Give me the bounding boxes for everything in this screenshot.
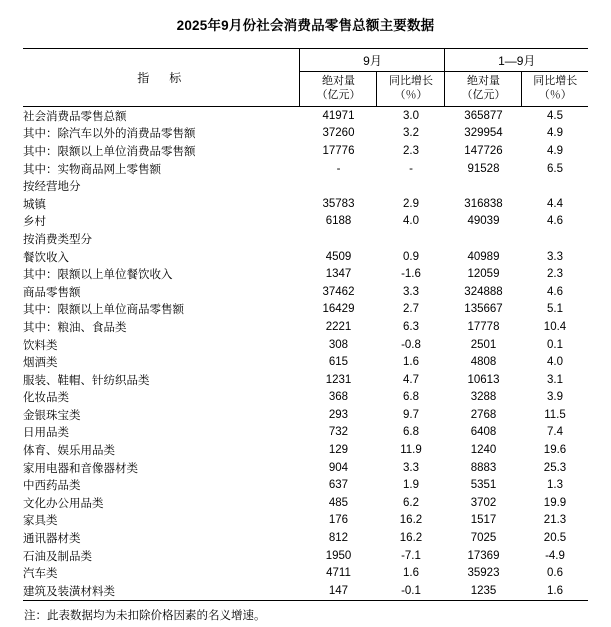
cell-month-abs: 35783 [322, 197, 355, 210]
cell-month-abs: 904 [328, 461, 349, 474]
cell-month-abs: 1231 [325, 373, 352, 386]
row-label: 餐饮收入 [22, 251, 69, 264]
cell-cumulative-abs: 10613 [467, 373, 500, 386]
cell-month-yoy: 11.9 [400, 444, 422, 457]
cell-cumulative-yoy: 1.3 [546, 479, 563, 492]
cell-month-yoy: -0.8 [401, 338, 421, 351]
row-label: 化妆品类 [22, 392, 69, 405]
table-row [23, 177, 588, 195]
row-label: 其中：限额以上单位消费品零售额 [22, 145, 196, 158]
table-row [23, 107, 588, 125]
row-label: 其中：除汽车以外的消费品零售额 [22, 128, 196, 141]
cell-month-yoy: 0.9 [402, 250, 419, 263]
month-abs-line2: （亿元） [316, 89, 361, 101]
row-label: 其中：限额以上单位商品零售额 [22, 304, 184, 317]
cell-cumulative-abs: 2501 [470, 338, 497, 351]
cell-month-abs: 637 [328, 479, 349, 492]
cell-month-abs: 293 [328, 408, 349, 421]
cell-cumulative-abs: 147726 [464, 144, 503, 157]
cell-cumulative-abs: 17369 [467, 549, 500, 562]
row-label: 金银珠宝类 [22, 409, 81, 422]
cell-cumulative-abs: 91528 [467, 162, 500, 175]
row-label: 汽车类 [22, 568, 58, 581]
cell-cumulative-abs: 329954 [464, 127, 503, 140]
table-row [23, 547, 588, 565]
cell-month-abs: 176 [328, 514, 349, 527]
table-row [23, 582, 588, 600]
row-label: 体育、娱乐用品类 [22, 445, 115, 458]
table-row [23, 512, 588, 530]
cell-month-yoy: 1.6 [402, 356, 419, 369]
cell-cumulative-abs: 35923 [467, 567, 500, 580]
cell-month-yoy: 1.6 [402, 567, 419, 580]
cell-cumulative-abs: 3702 [470, 496, 497, 509]
table-header-groups [23, 49, 588, 72]
cell-cumulative-yoy: 4.6 [546, 215, 563, 228]
cell-cumulative-yoy: 4.9 [546, 144, 563, 157]
row-label: 其中：粮油、食品类 [22, 321, 127, 334]
cell-month-yoy: 4.0 [402, 215, 419, 228]
table-row [23, 301, 588, 319]
cell-month-yoy: 4.7 [402, 373, 419, 386]
row-label: 文化办公用品类 [22, 497, 104, 510]
cell-month-yoy: 3.0 [402, 109, 419, 122]
table-row [23, 195, 588, 213]
cell-month-yoy: -0.1 [401, 584, 421, 597]
cell-month-yoy: -1.6 [401, 268, 421, 281]
cell-cumulative-yoy: 19.9 [543, 496, 567, 509]
cell-cumulative-yoy: 0.1 [546, 338, 563, 351]
row-label: 商品零售额 [22, 286, 81, 299]
cell-month-abs: 2221 [325, 320, 352, 333]
cell-month-yoy: 2.3 [402, 144, 419, 157]
cell-month-abs: 147 [328, 584, 349, 597]
month-yoy-line1: 同比增长 [388, 75, 433, 88]
cell-month-abs: 6188 [325, 215, 352, 228]
cell-month-yoy: 3.3 [402, 285, 419, 298]
cell-cumulative-abs: 6408 [470, 426, 497, 439]
cell-cumulative-abs: 1240 [470, 444, 497, 457]
cell-month-abs: 615 [328, 356, 349, 369]
cell-cumulative-abs: 324888 [464, 285, 503, 298]
cell-cumulative-yoy: 4.4 [546, 197, 563, 210]
table-data-rows [23, 107, 588, 600]
cell-month-abs: 16429 [322, 303, 355, 316]
table-row [23, 248, 588, 266]
row-label: 家具类 [22, 515, 58, 528]
table-row [23, 389, 588, 407]
cell-cumulative-yoy: 2.3 [546, 268, 563, 281]
cell-cumulative-yoy: 4.6 [546, 285, 563, 298]
row-label: 乡村 [22, 216, 46, 229]
row-label: 饮料类 [22, 339, 58, 352]
table-row [23, 160, 588, 178]
cell-month-abs: - [336, 162, 341, 175]
cell-month-yoy: 1.9 [402, 479, 419, 492]
table-row [23, 441, 588, 459]
cell-cumulative-yoy: -4.9 [545, 549, 565, 562]
cell-cumulative-yoy: 21.3 [543, 514, 567, 527]
cell-month-yoy: 6.8 [402, 426, 419, 439]
column-header-month-yoy [377, 72, 445, 107]
cell-cumulative-abs: 316838 [464, 197, 503, 210]
cell-cumulative-yoy [522, 177, 588, 195]
cum-yoy-line1: 同比增长 [533, 75, 578, 88]
column-header-cum-yoy [522, 72, 588, 107]
column-group-month: 9月 [300, 49, 445, 72]
row-label: 日用品类 [22, 427, 69, 440]
row-label: 中西药品类 [22, 480, 81, 493]
table-row [23, 476, 588, 494]
cell-cumulative-yoy: 3.3 [546, 250, 563, 263]
cell-month-abs: 37462 [322, 285, 355, 298]
table-row [23, 494, 588, 512]
cell-month-abs: 812 [328, 532, 349, 545]
cell-cumulative-abs [445, 177, 522, 195]
cell-cumulative-yoy: 4.0 [546, 356, 563, 369]
table-row [23, 564, 588, 582]
cell-cumulative-abs: 12059 [467, 268, 500, 281]
column-header-month-abs [300, 72, 377, 107]
page-title: 2025年9月份社会消费品零售总额主要数据 [176, 18, 435, 33]
month-yoy-line2: （％） [394, 89, 428, 101]
cell-month-yoy: 6.8 [402, 391, 419, 404]
cell-cumulative-yoy: 19.6 [543, 444, 567, 457]
cell-cumulative-abs: 5351 [470, 479, 497, 492]
table-body [23, 49, 588, 107]
table-row [23, 230, 588, 248]
cell-month-abs: 732 [328, 426, 349, 439]
cell-month-yoy: 16.2 [399, 532, 423, 545]
table-row [23, 424, 588, 442]
table-row [23, 529, 588, 547]
table-row [23, 336, 588, 354]
column-header-index: 指 标 [23, 49, 300, 107]
column-group-cumulative: 1—9月 [445, 49, 588, 72]
cell-cumulative-abs: 49039 [467, 215, 500, 228]
retail-sales-table [23, 48, 588, 601]
cell-cumulative-abs: 4808 [470, 356, 497, 369]
cell-cumulative-yoy: 4.5 [546, 109, 563, 122]
table-row [23, 318, 588, 336]
row-label: 社会消费品零售总额 [22, 110, 127, 123]
cell-cumulative-yoy: 6.5 [546, 162, 563, 175]
cell-cumulative-yoy: 20.5 [543, 532, 567, 545]
row-label: 家用电器和音像器材类 [22, 462, 138, 475]
row-label: 按经营地分 [22, 181, 81, 194]
cell-cumulative-yoy: 1.6 [546, 584, 563, 597]
cell-cumulative-abs: 1235 [470, 584, 497, 597]
cell-month-yoy: 6.2 [402, 496, 419, 509]
table-row [23, 459, 588, 477]
cell-cumulative-yoy [522, 230, 588, 248]
cell-month-abs: 4509 [325, 250, 352, 263]
cell-cumulative-abs: 8883 [470, 461, 497, 474]
cell-cumulative-abs [445, 230, 522, 248]
row-label: 服装、鞋帽、针纺织品类 [22, 374, 150, 387]
cell-month-abs: 1347 [325, 268, 352, 281]
cell-month-abs [300, 230, 377, 248]
cell-month-abs: 4711 [326, 567, 351, 580]
table-row [23, 353, 588, 371]
cell-month-yoy: 2.7 [402, 303, 419, 316]
table-row [23, 142, 588, 160]
table-bottom-rule [23, 600, 588, 601]
month-abs-line1: 绝对量 [321, 75, 355, 88]
row-label: 其中：实物商品网上零售额 [22, 163, 161, 176]
cell-month-abs: 37260 [322, 127, 355, 140]
cell-month-abs: 308 [328, 338, 349, 351]
cell-cumulative-yoy: 10.4 [543, 320, 567, 333]
cell-cumulative-yoy: 5.1 [546, 303, 563, 316]
row-label: 城镇 [22, 198, 46, 211]
table-row [23, 406, 588, 424]
cell-cumulative-abs: 7025 [470, 532, 497, 545]
cell-month-yoy: 3.2 [402, 127, 419, 140]
cell-month-yoy: 16.2 [399, 514, 423, 527]
cell-cumulative-abs: 2768 [470, 408, 497, 421]
column-header-cum-abs [445, 72, 522, 107]
table-row [23, 125, 588, 143]
table-row [23, 283, 588, 301]
cell-cumulative-yoy: 0.6 [546, 567, 563, 580]
cell-month-yoy [377, 230, 445, 248]
row-label: 通讯器材类 [22, 533, 81, 546]
row-label: 石油及制品类 [22, 550, 92, 563]
cell-cumulative-yoy: 7.4 [546, 426, 563, 439]
cell-month-yoy: 2.9 [402, 197, 419, 210]
cell-month-abs: 17776 [322, 144, 355, 157]
cell-cumulative-yoy: 3.1 [546, 373, 563, 386]
cell-month-yoy: -7.1 [401, 549, 421, 562]
cell-month-abs: 1950 [325, 549, 352, 562]
row-label: 建筑及装潢材料类 [22, 585, 115, 598]
cell-cumulative-yoy: 4.9 [546, 127, 563, 140]
cum-abs-line2: （亿元） [461, 89, 506, 101]
cell-month-abs [300, 177, 377, 195]
cell-month-abs: 485 [328, 496, 349, 509]
cell-cumulative-abs: 3288 [470, 391, 497, 404]
cell-month-yoy [377, 177, 445, 195]
cell-cumulative-abs: 1517 [470, 514, 497, 527]
table-note: 注：此表数据均为未扣除价格因素的名义增速。 [24, 609, 266, 622]
cell-cumulative-yoy: 11.5 [544, 408, 566, 421]
cell-cumulative-abs: 135667 [464, 303, 503, 316]
cum-yoy-line2: （％） [538, 89, 572, 101]
cell-cumulative-yoy: 3.9 [546, 391, 563, 404]
cell-month-yoy: 6.3 [402, 320, 419, 333]
cell-month-abs: 129 [328, 444, 349, 457]
cell-cumulative-abs: 365877 [464, 109, 503, 122]
cell-cumulative-abs: 40989 [467, 250, 500, 263]
row-label: 其中：限额以上单位餐饮收入 [22, 269, 173, 282]
cum-abs-line1: 绝对量 [466, 75, 500, 88]
table-row [23, 213, 588, 231]
cell-month-abs: 41971 [322, 109, 355, 122]
cell-cumulative-yoy: 25.3 [543, 461, 567, 474]
cell-month-yoy: 3.3 [402, 461, 419, 474]
row-label: 烟酒类 [22, 357, 58, 370]
cell-cumulative-abs: 17778 [467, 320, 500, 333]
table-row [23, 265, 588, 283]
cell-month-abs: 368 [328, 391, 349, 404]
cell-month-yoy: - [409, 162, 413, 175]
cell-month-yoy: 9.7 [402, 408, 419, 421]
row-label: 按消费类型分 [22, 233, 92, 246]
table-row [23, 371, 588, 389]
